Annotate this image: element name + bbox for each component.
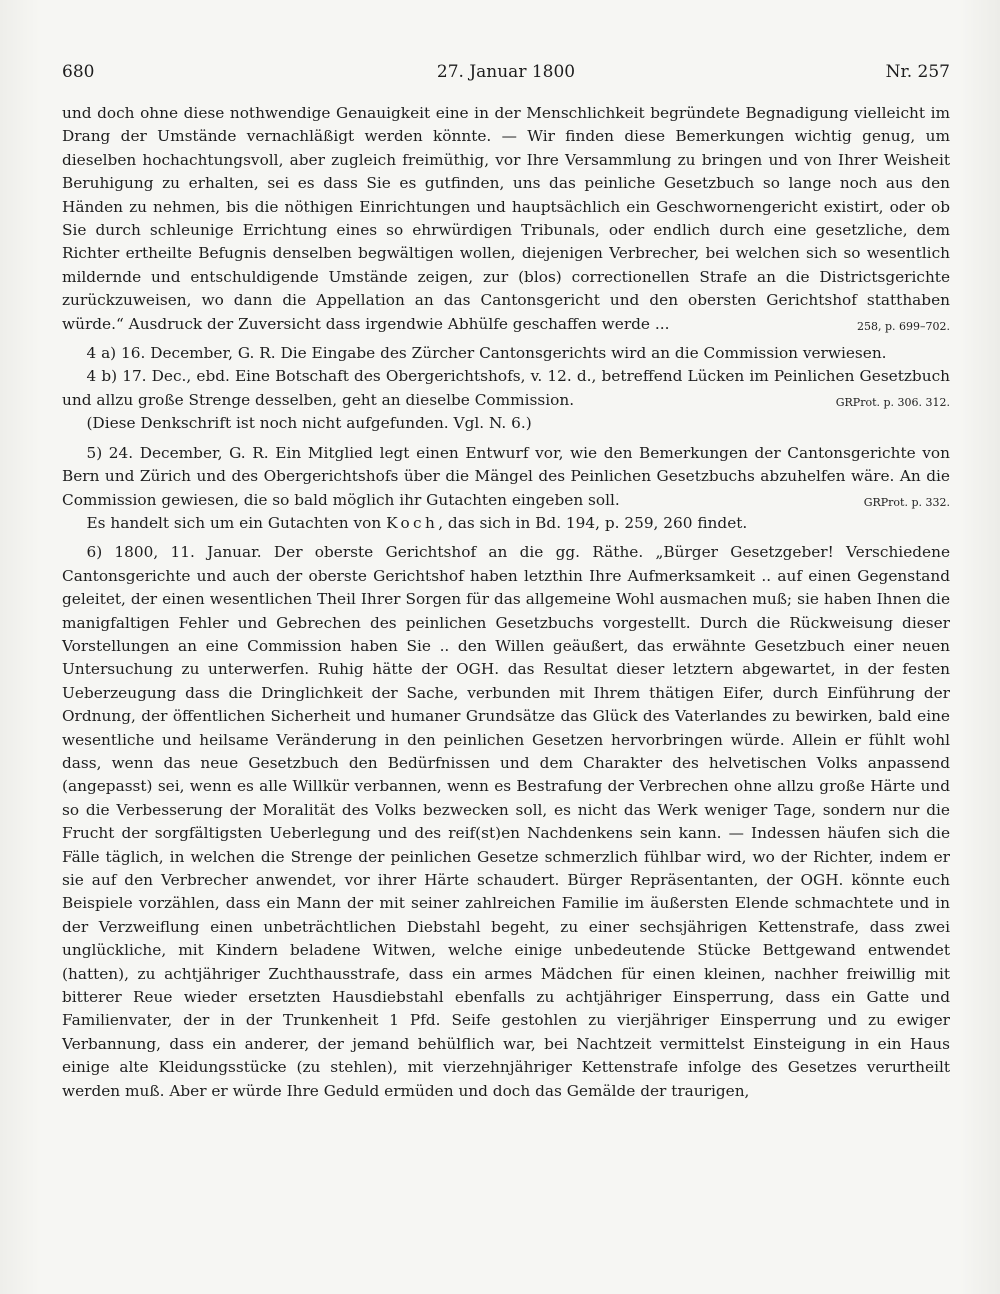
page-number: 680	[62, 62, 95, 82]
header-date: 27. Januar 1800	[436, 62, 576, 82]
page-header	[62, 62, 950, 88]
paragraph-gutachten	[62, 512, 950, 535]
document-number: Nr. 257	[885, 62, 950, 82]
paragraph-text: und doch ohne diese nothwendige Genauigkeit eine in der Menschlichkeit begründete Begnadigung vielleicht im Drang der Umstände vernachläßigt werden könnte. — Wir finden diese Bemerkungen wichtig genug, um dieselben hochachtungsvoll, aber zugleich freimüthig, vor Ihre Versammlung zu bringen und von Ihrer Weisheit Beruhigung zu erhalten, sei es dass Sie es gutfinden, uns das peinliche Gesetzbuch so lange noch aus den Händen zu nehmen, bis die nöthigen Einrichtungen und hauptsächlich ein Geschwornengericht existirt, oder ob Sie durch schleunige Errichtung eines so ehrwürdigen Tribunals, oder endlich durch eine gesetzliche, dem Richter ertheilte Befugnis denselben begwältigen wollen, diejenigen Verbrecher, bei welchen sich so wesentlich mildernde und entschuldigende Umstände zeigen, zur (blos) correctionellen Strafe an die Districtsgerichte zurückzuweisen, wo dann die Appellation an das Cantonsgericht und den obersten Gerichtshof statthaben würde.“ Ausdruck der Zuversicht dass irgendwie Abhülfe geschaffen werde ...	[62, 104, 950, 333]
paragraph-6: 6) 1800, 11. Januar. Der oberste Gerichtshof an die gg. Räthe. „Bürger Gesetzgeber! Verschiedene Cantonsgerichte und auch der oberste Gerichtshof haben letzthin Ihre Aufmerksamkeit .. auf einen Gegenstand geleitet, der einen wesentlichen Theil Ihrer Sorgen für das allgemeine Wohl ausmachen muß; sie haben Ihnen die manigfaltigen Fehler und Gebrechen des peinlichen Gesetzbuchs vorgestellt. Durch die Rückweisung dieser Vorstellungen an eine Commission haben Sie .. den Willen geäußert, das erwähnte Gesetzbuch einer neuen Untersuchung zu unterwerfen. Ruhig hätte der OGH. das Resultat dieser letztern abgewartet, in der festen Ueberzeugung dass die Dringlichkeit der Sache, verbunden mit Ihrem thätigen Eifer, durch Einführung der Ordnung, der öffentlichen Sicherheit und humaner Grundsätze das Glück des Vaterlandes zu bewirken, bald eine wesentliche und heilsame Veränderung in den peinlichen Gesetzen hervorbringen würde. Allein er fühlt wohl dass, wenn das neue Gesetzbuch den Bedürfnissen und dem Charakter des helvetischen Volks anpassend (angepasst) sei, wenn es alle Willkür verbannen, wenn es Bestrafung der Verbrechen ohne allzu große Härte und so die Verbesserung der Moralität des Volks bezwecken soll, es nicht das Werk weniger Tage, sondern nur die Frucht der sorgfältigsten Ueberlegung und des reif(st)en Nachdenkens sein kann. — Indessen häufen sich die Fälle täglich, in welchen die Strenge der peinlichen Gesetze schmerzlich fühlbar wird, wo der Richter, indem er sie auf den Verbrecher anwendet, vor ihrer Härte schaudert. Bürger Repräsentanten, der OGH. könnte euch Beispiele vorzählen, dass ein Mann der mit seiner zahlreichen Familie im äußersten Elende schmachtete und in der Verzweiflung einen unbeträchtlichen Diebstahl begeht, zu einer sechsjährigen Kettenstrafe, dass zwei unglückliche, mit Kindern beladene Witwen, welche einige unbedeutende Stücke Bettgewand entwendet (hatten), zu achtjähriger Zuchthausstrafe, dass ein armes Mädchen für einen kleinen, nachher freiwillig mit bitterer Reue wieder ersetzten Hausdiebstahl ebenfalls zu achtjähriger Einsperrung, dass ein Gatte und Familienvater, der in der Trunkenheit 1 Pfd. Seife gestohlen zu vierjähriger Einsperrung und zu ewiger Verbannung, dass ein anderer, der jemand behülflich war, bei Nachtzeit vermittelst Einsteigung in ein Haus einige alte Kleidungsstücke (zu stehlen), mit vierzehnjähriger Kettenstrafe infolge des Gesetzes verurtheilt werden muß. Aber er würde Ihre Geduld ermüden und doch das Gemälde der traurigen,	[62, 543, 950, 1100]
paragraph-text: Es handelt sich um ein Gutachten von	[86, 513, 387, 532]
paragraph-continuation	[62, 102, 950, 336]
source-reference: 258, p. 699–702.	[856, 319, 950, 333]
paragraph-text: , das sich in Bd. 194, p. 259, 260 findet.	[438, 513, 748, 532]
paragraph-4a: 4 a) 16. December, G. R. Die Eingabe des Zürcher Cantonsgerichts wird an die Commission verwiesen.	[86, 344, 887, 363]
author-name: Koch	[386, 513, 439, 532]
paragraph-5	[62, 442, 950, 512]
source-reference: GRProt. p. 306. 312.	[835, 395, 950, 409]
paragraph-4b	[62, 365, 950, 412]
body-text	[62, 102, 950, 1103]
paragraph-note: (Diese Denkschrift ist noch nicht aufgefunden. Vgl. N. 6.)	[86, 414, 532, 433]
paragraph-text: 4 b) 17. Dec., ebd. Eine Botschaft des Obergerichtshofs, v. 12. d., betreffend Lücken im Peinlichen Gesetzbuch und allzu große Strenge desselben, geht an dieselbe Commission.	[62, 367, 950, 409]
paragraph-text: 5) 24. December, G. R. Ein Mitglied legt einen Entwurf vor, wie den Bemerkungen der Cantonsgerichte von Bern und Zürich und des Obergerichtshofs über die Mängel des Peinlichen Gesetzbuchs abzuhelfen wäre. An die Commission gewiesen, die so bald möglich ihr Gutachten eingeben soll.	[62, 443, 950, 509]
source-reference: GRProt. p. 332.	[863, 495, 950, 509]
